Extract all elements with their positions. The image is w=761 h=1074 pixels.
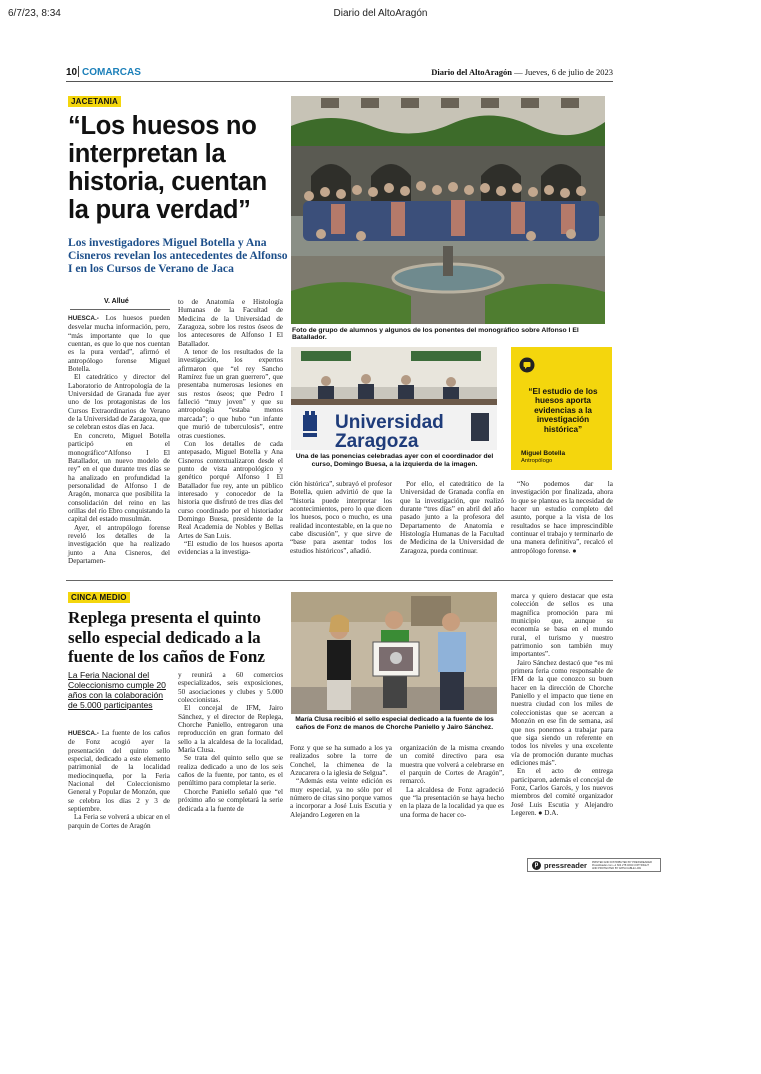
article2-paragraph: Se trata del quinto sello que se realiza dedicado a uno de los seis caños de la fuente, por tanto, es el penúltimo para completar la serie. (178, 754, 283, 788)
article1-column-1 (68, 314, 170, 565)
article2-subheadline-text: La Feria Nacional del Coleccionismo cumple 20 años con la colaboración de 5.000 participantes (68, 670, 166, 710)
quote-author: Miguel Botella (521, 450, 566, 457)
pressreader-name: pressreader (544, 860, 587, 870)
article1-paragraph: to de Anatomía e Histología Humanas de la Facultad de Medicina de la Universidad de Zaragoza, sobre los restos óseos de los antecesores de Alfonso I El Batallador. (178, 298, 283, 348)
article1-paragraph: Con los detalles de cada antepasado, Miguel Botella y Ana Cisneros contextualizaron desde el punto de vista antropológico y genético porqué Alfonso I El Batallador fue rey, ante un público interesado y conocedor de la historia que disfrutó de tres días del curso coordinado por el historiador Domingo Buesa, presidente de la Real Academia de Nobles y Bellas Artes de San Luis. (178, 439, 283, 540)
lecture-photo-caption: Una de las ponencias celebradas ayer con el coordinador del curso, Domingo Buesa, a la izquierda de la imagen. (295, 453, 494, 468)
pull-quote: “El estudio de los huesos aporta evidencias a la investigación histórica” (528, 387, 598, 434)
article1-column-5 (511, 480, 613, 555)
article1-paragraph: En concreto, Miguel Botella participó en el monográfico“Alfonso I El Batallador, un nuevo modelo de rey” en el que durante tres días se ha analizado en profundidad la personalidad de Alfonso I de Aragón, monarca que posibilita la consolidación del reino en las orillas del río Ebro conquistando la capital del estado musulmán. (68, 431, 170, 524)
newspaper-dateline (431, 67, 613, 77)
article2-paragraph: El concejal de IFM, Jairo Sánchez, y el director de Replega, Chorche Paniello, entregaron una reproducción en gran formato del sello a la alcaldesa de la localidad, María Clusa. (178, 704, 283, 755)
university-sign: Universidad Zaragoza (335, 412, 444, 450)
stamp-presentation-illustration (291, 592, 497, 714)
article2-paragraph: En el acto de entrega participaron, además el concejal de Fonz, Carlos Garcés, y los nuevos miembros del comité organizador José Luis Escutia y Alejandro Legeren. ● D.A. (511, 767, 613, 817)
article2-paragraph: marca y quiero destacar que esta colección de sellos es una magnífica promoción para mi municipio que, aunque su economía se basa en el mundo rural, el turismo y nuestro patrimonio son también muy importantes”. (511, 592, 613, 659)
paragraph-text: Los huesos pueden desvelar mucha información, pero, “más importante que lo que cuentan, es que lo que nos cuentan es la pura verdad”, afirmó el antropólogo forense Miguel Botella. (68, 314, 170, 374)
article2-column-3 (290, 744, 392, 819)
group-photo-illustration (291, 96, 605, 324)
article1-column-3 (290, 480, 392, 555)
article2-paragraph: Jairo Sánchez destacó que “es mi primera feria como responsable de IFM de la que conozco su buen hacer en la dirección de Chorche Paniello y el impacto que tiene en nuestra ciudad con los miles de coleccionistas que se acercan a Monzón en ese fin de semana, así que nos ponemos a trabajar para que siga siendo un referente en todos los niveles y una excelente vía de promoción durante muchas ediciones más”. (511, 658, 613, 767)
article2-headline: Replega presenta el quinto sello especial dedicado a la fuente de los caños de Fonz (68, 608, 265, 667)
article1-column-2 (178, 298, 283, 557)
article1-paragraph: “No podemos dar la investigación por finalizada, ahora lo que se plantea es la necesidad de hacer un estudio completo del asunto, porque a la vista de los resultados se hace imprescindible continuar el trabajo y terminarlo de una manera definitiva”, recalcó el antropólogo forense. ● (511, 480, 613, 555)
article1-paragraph: ción histórica”, subrayó el profesor Botella, quien advirtió de que la “historia puede interpretar los acontecimientos, pero lo que dicen los huesos, poco o mucho, es una realidad incontestable, en la que no cabe discusión”, y que sirve de “base para asentar todos los estudios históricos”, añadió. (290, 480, 392, 555)
article1-tag: JACETANIA (68, 96, 121, 107)
dateline-location: HUESCA.- (68, 730, 99, 737)
paragraph-text: La fuente de los caños de Fonz acogió ayer la presentación del quinto sello especial, dedicado a este elemento patrimonial de la localidad mediocinqueña, por la Feria Nacional del Coleccionismo General y Popular de Monzón, que se celebra los días 2 y 3 de septiembre. (68, 729, 171, 814)
pressreader-badge[interactable] (527, 858, 661, 872)
group-photo-caption: Foto de grupo de alumnos y algunos de los ponentes del monográfico sobre Alfonso I El Batallador. (292, 327, 579, 341)
publication-date: — Jueves, 6 de julio de 2023 (511, 67, 613, 77)
section-name: COMARCAS (82, 67, 141, 78)
article2-paragraph: Chorche Paniello señaló que “el próximo año se completará la serie dedicada a la fuente de (178, 787, 283, 813)
newspaper-name: Diario del AltoAragón (431, 67, 512, 77)
article2-column-2 (178, 671, 283, 813)
article2-column-5 (511, 592, 613, 817)
article1-paragraph: El catedrático y director del Laboratorio de Antropología de la Universidad de Granada fue ayer uno de los protagonistas de los Cursos Extraordinarios de Verano de la Universidad de Zaragoza, que se celebran estos días en Jaca. (68, 373, 170, 432)
stamp-frame-icon (373, 642, 419, 676)
byline-rule (70, 309, 170, 310)
stamp-photo-caption: María Clusa recibió el sello especial dedicado a la fuente de los caños de Fonz de manos de Chorche Paniello y Jairo Sánchez. (295, 716, 494, 731)
article2-subheadline (68, 670, 174, 710)
article1-paragraph (68, 314, 170, 373)
article2-paragraph: La Feria se volverá a ubicar en el parquin de Cortes de Aragón (68, 813, 170, 830)
article1-paragraph: A tenor de los resultados de la investigación, los expertos afirmaron que “el rey Sancho Ramírez fue un gran guerrero”, que presentaba numerosas lesiones en sus restos óseos; que Pedro I falleció “muy joven” y que su antropología “estaba menos marcada”; o que hubo “un infante que murió de tuberculosis”, entre otras cuestiones. (178, 348, 283, 440)
page-number: 10 (66, 67, 78, 78)
article1-column-4 (400, 480, 504, 555)
dateline-location: HUESCA.- (68, 315, 99, 322)
pressreader-logo-icon: p (532, 861, 541, 870)
stamp-presentation-photo (291, 592, 497, 714)
quote-box (511, 347, 612, 470)
article1-paragraph: “El estudio de los huesos aporta evidencias a la investiga- (178, 539, 283, 557)
article2-paragraph: La alcaldesa de Fonz agradeció que “la presentación se haya hecho en la plaza de la localidad ya que es una forma de hacer co- (400, 785, 504, 819)
page-header (66, 64, 613, 82)
article2-paragraph (68, 729, 170, 813)
quote-speech-icon (519, 357, 535, 373)
quote-author-role: Antropólogo (521, 458, 553, 464)
article1-subheadline: Los investigadores Miguel Botella y Ana Cisneros revelan los antecedentes de Alfonso I en los Cursos de Verano de Jaca (68, 236, 288, 275)
article1-paragraph: Por ello, el catedrático de la Universidad de Granada confía en que la investigación, que realizó durante “tres días” en abril del año pasado junto a la profesora del Departamento de Anatomía e Histología Humanas de la Facultad de Medicina de la Universidad de Zaragoza, pueda continuar. (400, 480, 504, 555)
article2-paragraph: “Además esta veinte edición es muy especial, ya no sólo por el número de citas sino porque vamos a incorporar a José Luis Escutia y Alejandro Legeren en la (290, 777, 392, 819)
article2-column-4 (400, 744, 504, 819)
article2-paragraph: y reunirá a 60 comercios especializados, seis exposiciones, 50 asociaciones y clubes y 5.000 coleccionistas. (178, 671, 283, 705)
print-page-title: Diario del AltoAragón (333, 8, 428, 19)
lecture-photo (291, 347, 497, 450)
article2-paragraph: organización de la misma creando un comité directivo para esa muestra que volverá a celebrarse en el parquin de Cortes de Aragón”, remarcó. (400, 744, 504, 786)
article1-headline: “Los huesos no interpretan la historia, cuentan la pura verdad” (68, 112, 267, 224)
print-datetime: 6/7/23, 8:34 (8, 8, 61, 19)
header-divider (78, 66, 79, 77)
article2-column-1 (68, 729, 170, 830)
article1-byline: V. Allué (104, 298, 129, 305)
pressreader-copyright: PRINTED AND DISTRIBUTED BY PRESSREADER PressReader.com +1 604 278 4604 COPYRIGHT AND PROTECTED BY APPLICABLE LAW (591, 860, 652, 870)
article-separator (66, 580, 613, 581)
group-photo (291, 96, 605, 324)
article2-tag: CINCA MEDIO (68, 592, 130, 603)
article2-paragraph: Fonz y que se ha sumado a los ya realizados sobre la torre de Conchel, la chimenea de la Azucarera o la iglesia de Selgua”. (290, 744, 392, 778)
article1-paragraph: Ayer, el antropólogo forense reveló los detalles de la investigación que ha realizado junto a Ana Cisneros, del Departamen- (68, 523, 170, 565)
